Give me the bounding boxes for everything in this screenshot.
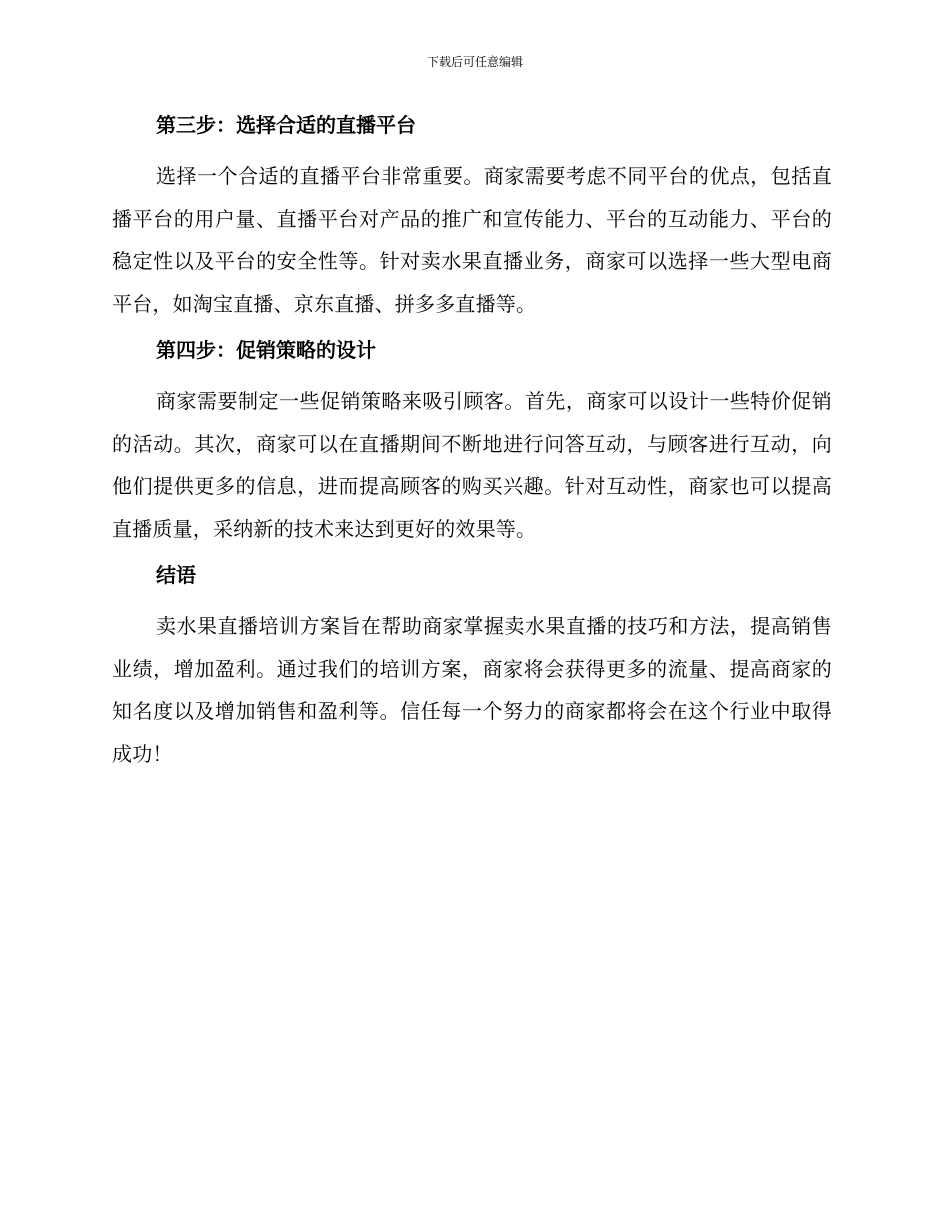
page-header: 下载后可任意编辑 <box>426 55 523 69</box>
document-body <box>112 108 832 783</box>
section-step-three <box>112 108 832 325</box>
section-paragraph: 卖水果直播培训方案旨在帮助商家掌握卖水果直播的技巧和方法，提高销售业绩，增加盈利。通过我们的培训方案，商家将会获得更多的流量、提高商家的知名度以及增加销售和盈利等。信任每一个努力的商家都将会在这个行业中取得成功！ <box>112 614 832 766</box>
section-heading: 第三步：选择合适的直播平台 <box>156 113 416 137</box>
section-step-four <box>112 333 832 550</box>
section-conclusion <box>112 558 832 775</box>
section-paragraph: 选择一个合适的直播平台非常重要。商家需要考虑不同平台的优点，包括直播平台的用户量、直播平台对产品的推广和宣传能力、平台的互动能力、平台的稳定性以及平台的安全性等。针对卖水果直播业务，商家可以选择一些大型电商平台，如淘宝直播、京东直播、拼多多直播等。 <box>112 164 832 316</box>
section-heading: 第四步：促销策略的设计 <box>156 338 376 362</box>
section-paragraph: 商家需要制定一些促销策略来吸引顾客。首先，商家可以设计一些特价促销的活动。其次，商家可以在直播期间不断地进行问答互动，与顾客进行互动，向他们提供更多的信息，进而提高顾客的购买兴趣。针对互动性，商家也可以提高直播质量，采纳新的技术来达到更好的效果等。 <box>112 389 832 541</box>
section-heading: 结语 <box>156 563 196 587</box>
